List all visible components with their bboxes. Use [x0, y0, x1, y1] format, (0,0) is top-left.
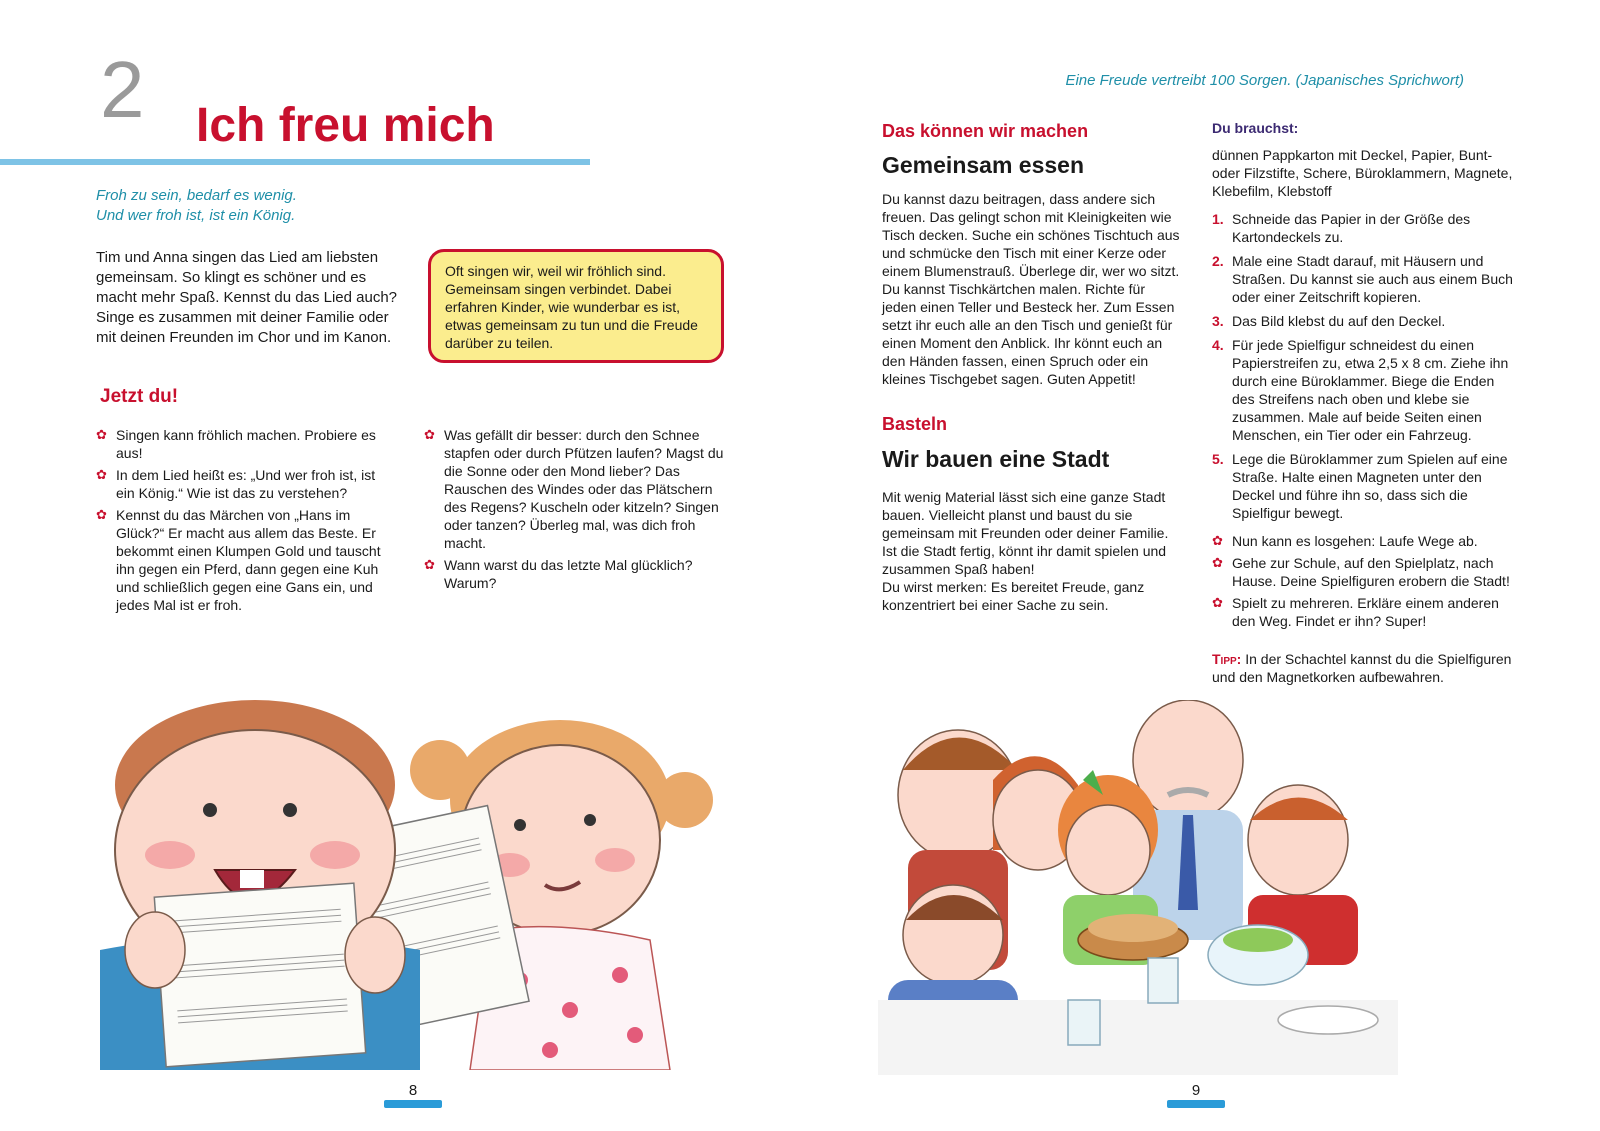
- song-quote: [96, 186, 297, 226]
- chapter-rule: [0, 159, 590, 165]
- illustration-children-singing: [90, 690, 730, 1070]
- intro-paragraph: Tim und Anna singen das Lied am liebsten gemeinsam. So klingt es schöner und es macht mehr Spaß. Kennst du das Lied auch? Singe es zusammen mit deiner Familie oder mit deinen Freunden im Chor und im Kanon.: [96, 249, 398, 346]
- section-title-essen: Gemeinsam essen: [882, 152, 1085, 178]
- japanese-proverb: Eine Freude vertreibt 100 Sorgen. (Japanisches Sprichwort): [1065, 72, 1464, 89]
- list-item: ✿ Nun kann es losgehen: Laufe Wege ab.: [1212, 533, 1478, 549]
- flower-icon: ✿: [424, 557, 435, 572]
- list-item: ✿ Singen kann fröhlich machen. Probiere es aus!: [96, 427, 376, 461]
- song-quote-line-2: Und wer froh ist, ist ein König.: [96, 207, 296, 224]
- illustration-family-dinner: [878, 700, 1398, 1075]
- materials-heading: Du brauchst:: [1212, 120, 1299, 136]
- jetzt-du-heading: Jetzt du!: [100, 386, 179, 407]
- list-item: ✿ Kennst du das Märchen von „Hans im Glück?“ Er macht aus allem das Beste. Er bekommt einen Klumpen Gold und tauscht ihn gegen ein Pferd, dann gegen eine Kuh und schließlich gegen eine Gans ein, und jedes Mal ist er froh.: [96, 507, 381, 613]
- section-label-machen: Das können wir machen: [882, 121, 1089, 141]
- callout-box: Oft singen wir, weil wir fröhlich sind. Gemeinsam singen verbindet. Dabei erfahren Kinder, wie wunderbar es ist, etwas gemeinsam zu tun und die Freude darüber zu teilen.: [428, 249, 724, 363]
- page-number-right: 9: [1191, 1082, 1201, 1099]
- list-item: ✿ Spielt zu mehreren. Erkläre einem anderen den Weg. Findet er ihn? Super!: [1212, 595, 1499, 629]
- flower-icon: ✿: [96, 507, 107, 522]
- song-quote-line-1: Froh zu sein, bedarf es wenig.: [96, 187, 297, 204]
- section-label-basteln: Basteln: [882, 414, 948, 434]
- materials-list: dünnen Pappkarton mit Deckel, Papier, Bunt- oder Filzstifte, Schere, Büroklammern, Magnete, Klebefilm, Klebstoff: [1212, 147, 1513, 199]
- step-item: 5. Lege die Büroklammer zum Spielen auf eine Straße. Halte einen Magneten unter den Deckel und führe ihn so, dass sich die Spielfigur bewegt.: [1212, 451, 1508, 521]
- step-item: 4. Für jede Spielfigur schneidest du einen Papierstreifen zu, etwa 2,5 x 8 cm. Ziehe ihn durch eine Büroklammer. Biege die Enden des Streifens nach oben und klebe sie zusammen. Male auf beide Seiten einen Menschen, ein Tier oder ein Fahrzeug.: [1212, 337, 1509, 443]
- play-tips-list: [1212, 532, 1517, 634]
- craft-steps: [1212, 210, 1517, 528]
- flower-icon: ✿: [96, 467, 107, 482]
- tip-paragraph: [1212, 650, 1517, 686]
- flower-icon: ✿: [1212, 533, 1223, 548]
- page-bar-right: [1167, 1100, 1225, 1108]
- section-text-stadt-p1: Mit wenig Material lässt sich eine ganze Stadt bauen. Vielleicht planst und baust du sie gemeinsam mit Freunden oder deiner Familie. Ist die Stadt fertig, könnt ihr damit spielen und zusammen Spaß haben!: [882, 489, 1169, 577]
- chapter-title: Ich freu mich: [196, 99, 495, 152]
- section-text-stadt-p2: Du wirst merken: Es bereitet Freude, ganz konzentriert bei einer Sache zu sein.: [882, 579, 1145, 613]
- flower-icon: ✿: [1212, 595, 1223, 610]
- list-item: ✿ Was gefällt dir besser: durch den Schnee stapfen oder durch Pfützen laufen? Magst du die Sonne oder den Mond lieber? Das Rauschen des Windes oder das Plätschern des Regens? Kuscheln oder kitzeln? Singen oder tanzen? Überleg mal, was dich froh macht.: [424, 427, 724, 551]
- page-number-left: 8: [408, 1082, 418, 1099]
- flower-icon: ✿: [424, 427, 435, 442]
- step-item: 2. Male eine Stadt darauf, mit Häusern und Straßen. Du kannst sie auch aus einem Buch oder einer Zeitschrift kopieren.: [1212, 253, 1513, 305]
- flower-icon: ✿: [1212, 555, 1223, 570]
- section-text-essen: Du kannst dazu beitragen, dass andere sich freuen. Das gelingt schon mit Kleinigkeiten wie Tisch decken. Suche ein schönes Tischtuch aus und schmücke den Tisch mit einer Kerze oder einem Blumenstrauß. Überlege dir, wer wo sitzt. Du kannst Tischkärtchen malen. Richte für jeden einen Teller und Besteck her. Zum Essen setzt ihr euch alle an den Tisch und genießt für einen Moment den Anblick. Ihr könnt euch an den Händen fassen, einen Spruch oder ein kleines Tischgebet sagen. Guten Appetit!: [882, 191, 1180, 387]
- step-item: 1. Schneide das Papier in der Größe des Kartondeckels zu.: [1212, 211, 1471, 245]
- tip-text: In der Schachtel kannst du die Spielfiguren und den Magnetkorken aufbewahren.: [1212, 651, 1512, 685]
- section-title-stadt: Wir bauen eine Stadt: [882, 446, 1110, 472]
- list-item: ✿ In dem Lied heißt es: „Und wer froh ist, ist ein König.“ Wie ist das zu verstehen?: [96, 467, 376, 501]
- step-item: 3. Das Bild klebst du auf den Deckel.: [1212, 313, 1446, 329]
- list-item: ✿ Wann warst du das letzte Mal glücklich? Warum?: [424, 557, 693, 591]
- page-bar-left: [384, 1100, 442, 1108]
- activity-list-left: [96, 426, 396, 618]
- flower-icon: ✿: [96, 427, 107, 442]
- tip-label: Tipp:: [1212, 651, 1242, 667]
- section-text-stadt: [882, 488, 1182, 614]
- activity-list-right: [424, 426, 734, 596]
- list-item: ✿ Gehe zur Schule, auf den Spielplatz, nach Hause. Deine Spielfiguren erobern die Stadt!: [1212, 555, 1510, 589]
- chapter-number: 2: [100, 45, 145, 134]
